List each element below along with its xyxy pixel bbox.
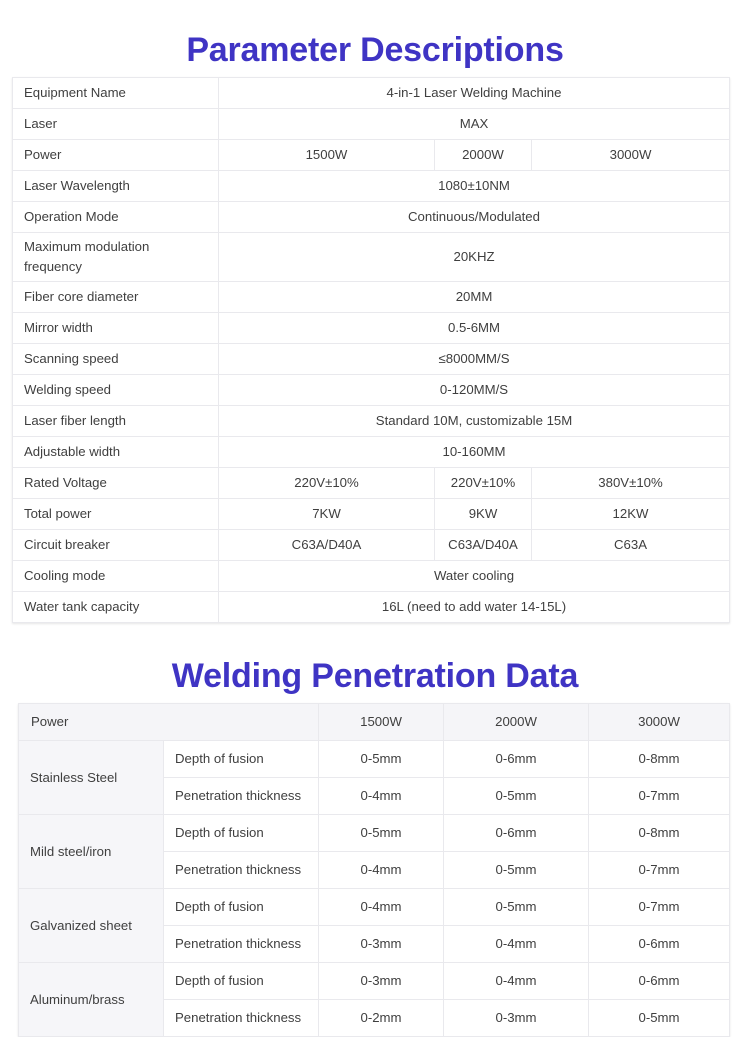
measurement-value: 0-3mm (444, 999, 589, 1036)
measurement-value: 0-7mm (589, 851, 730, 888)
parameter-value: 220V±10% (219, 467, 435, 498)
metric-label: Depth of fusion (164, 814, 319, 851)
measurement-value: 0-5mm (444, 888, 589, 925)
parameter-value: ≤8000MM/S (219, 343, 730, 374)
material-label: Mild steel/iron (19, 814, 164, 888)
measurement-value: 0-4mm (444, 925, 589, 962)
measurement-value: 0-7mm (589, 777, 730, 814)
table-row (19, 888, 730, 925)
table-row (13, 498, 730, 529)
parameter-label: Cooling mode (13, 560, 219, 591)
table-row (13, 374, 730, 405)
table-row (13, 232, 730, 281)
parameter-value: C63A (532, 529, 730, 560)
parameter-value: 3000W (532, 139, 730, 170)
measurement-value: 0-4mm (319, 888, 444, 925)
table-row (13, 405, 730, 436)
table-row (19, 814, 730, 851)
column-header-power-level: 1500W (319, 703, 444, 740)
metric-label: Penetration thickness (164, 777, 319, 814)
parameter-label: Water tank capacity (13, 591, 219, 622)
table-row (19, 740, 730, 777)
table-row (13, 560, 730, 591)
welding-table-wrapper (0, 703, 750, 1037)
parameters-table-body (13, 77, 730, 622)
measurement-value: 0-5mm (319, 814, 444, 851)
table-row (13, 529, 730, 560)
metric-label: Penetration thickness (164, 851, 319, 888)
parameter-value: Continuous/Modulated (219, 201, 730, 232)
column-header-power-level: 3000W (589, 703, 730, 740)
parameter-value: 9KW (435, 498, 532, 529)
parameter-label: Total power (13, 498, 219, 529)
table-row (13, 467, 730, 498)
table-row (13, 281, 730, 312)
measurement-value: 0-7mm (589, 888, 730, 925)
measurement-value: 0-5mm (319, 740, 444, 777)
table-row (13, 312, 730, 343)
measurement-value: 0-6mm (589, 962, 730, 999)
parameter-label: Laser (13, 108, 219, 139)
table-row (13, 139, 730, 170)
parameter-label: Maximum modulation frequency (13, 232, 219, 281)
measurement-value: 0-4mm (444, 962, 589, 999)
measurement-value: 0-4mm (319, 851, 444, 888)
table-row (13, 343, 730, 374)
parameter-label: Power (13, 139, 219, 170)
measurement-value: 0-8mm (589, 814, 730, 851)
parameter-value: 0.5-6MM (219, 312, 730, 343)
parameter-value: C63A/D40A (435, 529, 532, 560)
measurement-value: 0-2mm (319, 999, 444, 1036)
welding-penetration-table (18, 703, 730, 1037)
parameter-value: 4-in-1 Laser Welding Machine (219, 77, 730, 108)
metric-label: Depth of fusion (164, 740, 319, 777)
parameter-label: Mirror width (13, 312, 219, 343)
parameters-table (12, 77, 730, 623)
parameter-value: 2000W (435, 139, 532, 170)
parameter-value: C63A/D40A (219, 529, 435, 560)
parameter-value: 7KW (219, 498, 435, 529)
measurement-value: 0-3mm (319, 962, 444, 999)
material-label: Galvanized sheet (19, 888, 164, 962)
spec-sheet-page (0, 23, 750, 1026)
page-title-parameter-descriptions: Parameter Descriptions (186, 30, 564, 69)
parameter-value: 12KW (532, 498, 730, 529)
parameter-label: Equipment Name (13, 77, 219, 108)
metric-label: Depth of fusion (164, 888, 319, 925)
parameter-value: 16L (need to add water 14-15L) (219, 591, 730, 622)
parameter-value: 1500W (219, 139, 435, 170)
measurement-value: 0-4mm (319, 777, 444, 814)
table-row (13, 201, 730, 232)
measurement-value: 0-6mm (589, 925, 730, 962)
parameter-label: Welding speed (13, 374, 219, 405)
measurement-value: 0-6mm (444, 740, 589, 777)
parameter-value: 10-160MM (219, 436, 730, 467)
measurement-value: 0-5mm (444, 851, 589, 888)
column-header-power-level: 2000W (444, 703, 589, 740)
parameter-value: MAX (219, 108, 730, 139)
measurement-value: 0-5mm (589, 999, 730, 1036)
table-row (13, 77, 730, 108)
metric-label: Penetration thickness (164, 925, 319, 962)
page-title-welding-penetration-data: Welding Penetration Data (171, 656, 579, 695)
parameter-value: Standard 10M, customizable 15M (219, 405, 730, 436)
parameter-label: Rated Voltage (13, 467, 219, 498)
table-row (13, 591, 730, 622)
parameter-value: Water cooling (219, 560, 730, 591)
parameters-table-wrapper (0, 77, 750, 623)
welding-table-body (19, 740, 730, 1036)
material-label: Aluminum/brass (19, 962, 164, 1036)
parameter-label: Operation Mode (13, 201, 219, 232)
table-header-row (19, 703, 730, 740)
parameter-label: Laser fiber length (13, 405, 219, 436)
parameter-label: Laser Wavelength (13, 170, 219, 201)
metric-label: Penetration thickness (164, 999, 319, 1036)
parameter-label: Fiber core diameter (13, 281, 219, 312)
parameter-value: 220V±10% (435, 467, 532, 498)
measurement-value: 0-3mm (319, 925, 444, 962)
parameter-value: 0-120MM/S (219, 374, 730, 405)
parameter-label: Circuit breaker (13, 529, 219, 560)
table-row (13, 108, 730, 139)
table-row (13, 170, 730, 201)
parameter-value: 20KHZ (219, 232, 730, 281)
welding-table-head (19, 703, 730, 740)
column-header-power: Power (19, 703, 319, 740)
measurement-value: 0-5mm (444, 777, 589, 814)
measurement-value: 0-6mm (444, 814, 589, 851)
parameter-value: 20MM (219, 281, 730, 312)
parameter-label: Adjustable width (13, 436, 219, 467)
table-row (13, 436, 730, 467)
parameter-value: 1080±10NM (219, 170, 730, 201)
parameter-label: Scanning speed (13, 343, 219, 374)
table-row (19, 962, 730, 999)
metric-label: Depth of fusion (164, 962, 319, 999)
parameter-value: 380V±10% (532, 467, 730, 498)
material-label: Stainless Steel (19, 740, 164, 814)
measurement-value: 0-8mm (589, 740, 730, 777)
